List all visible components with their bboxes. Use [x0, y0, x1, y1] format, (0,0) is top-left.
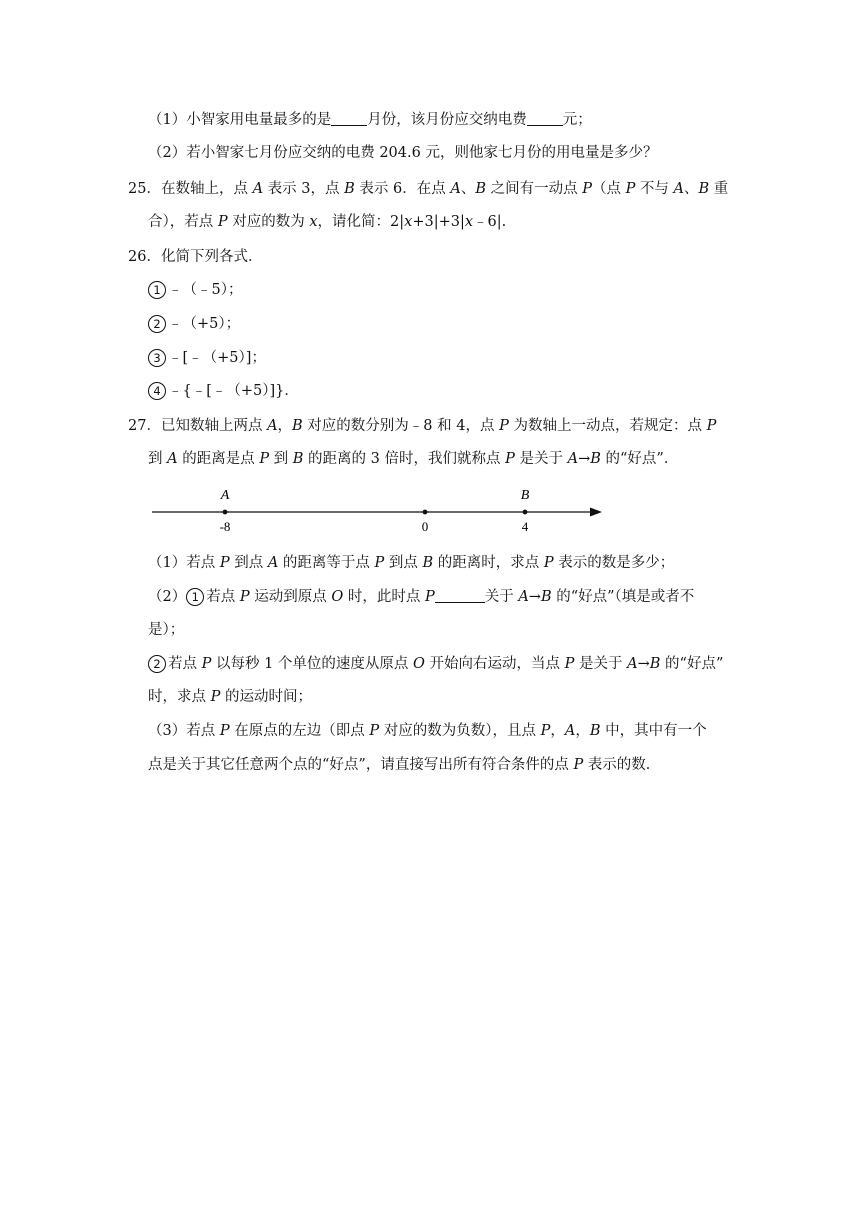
text: 重: [709, 181, 729, 197]
number-line-point: [223, 510, 228, 515]
var: P: [543, 555, 554, 571]
arrow-symbol: →: [637, 656, 650, 672]
var: A: [564, 723, 576, 739]
q27-sub2-line2: [148, 620, 184, 640]
text: 时，求点: [148, 689, 211, 705]
q27-sub2-line1: [148, 587, 694, 607]
text: 到: [269, 451, 293, 467]
text: 的“好点”: [660, 656, 724, 672]
text: 对应的数分别为﹣8 和 4，点: [302, 418, 500, 434]
q26-title-text: 化简下列各式．: [160, 249, 263, 265]
var: B: [649, 656, 661, 672]
text: 之间有一动点: [485, 181, 583, 197]
var: P: [625, 181, 636, 197]
text: 对应的数为: [227, 214, 310, 230]
var: P: [369, 723, 380, 739]
var: A: [627, 656, 638, 672]
q26-item-2: [148, 314, 240, 334]
text: 、: [684, 181, 699, 197]
var: P: [217, 214, 228, 230]
text: 是关于: [514, 451, 568, 467]
circled-number: 2: [148, 655, 166, 673]
answer-blank: [331, 111, 367, 126]
text: 到点: [229, 555, 268, 571]
answer-blank: [527, 111, 563, 126]
q27-sub3-line2: [148, 755, 660, 775]
var: P: [210, 689, 221, 705]
var: P: [573, 757, 584, 773]
text: 的距离等于点: [278, 555, 375, 571]
q26-item-text: ﹣{﹣[﹣（+5）]}．: [168, 383, 299, 399]
var: A: [450, 181, 461, 197]
number-line-marks: [220, 488, 530, 534]
text: 到点: [384, 555, 423, 571]
var: P: [505, 451, 515, 467]
text: （3）若点: [148, 723, 220, 739]
number-line-arrowhead: [590, 508, 602, 517]
text: （2）: [148, 589, 187, 605]
text: 以每秒 1 个单位的速度从原点: [211, 656, 414, 672]
var: x: [404, 214, 413, 230]
text: 的“好点”（填是或者不: [551, 589, 695, 605]
q26-item-3: [148, 348, 266, 368]
text: 表示的数．: [583, 757, 661, 773]
var: B: [698, 181, 710, 197]
circled-number: 1: [148, 281, 166, 299]
text: ﹣6|.: [473, 214, 507, 230]
arrow-symbol: →: [578, 451, 591, 467]
var: x: [464, 214, 474, 230]
var: P: [706, 418, 717, 434]
text: 表示的数是多少；: [553, 555, 675, 571]
var: P: [259, 451, 270, 467]
circled-number: 1: [186, 588, 204, 606]
question-number: 25．: [128, 181, 161, 197]
text: 关于: [484, 589, 519, 605]
q26-item-text: ﹣（+5）；: [168, 316, 241, 332]
q27-sub3-line1: [148, 721, 707, 741]
text: +3|+3|: [412, 214, 465, 230]
var: P: [219, 555, 230, 571]
text: 到: [148, 451, 168, 467]
text: 在原点的左边（即点: [229, 723, 370, 739]
q27-sub1: [148, 553, 674, 573]
var: B: [292, 418, 303, 434]
circled-number: 2: [148, 315, 166, 333]
number-line-figure: [150, 482, 610, 540]
text: 合），若点: [148, 214, 218, 230]
var: B: [344, 181, 355, 197]
question-number: 26．: [128, 249, 161, 265]
text: ，: [277, 418, 293, 434]
var: A: [252, 181, 264, 197]
q24-part1: [148, 110, 592, 130]
var: P: [499, 418, 509, 434]
q26-item-text: ﹣（﹣5）；: [168, 282, 243, 298]
arrow-symbol: →: [528, 589, 541, 605]
q27-line2: [148, 449, 678, 469]
var: P: [582, 181, 592, 197]
q25-line1: [128, 179, 728, 199]
var: P: [564, 656, 575, 672]
q26-item-1: [148, 280, 242, 300]
var: A: [267, 418, 278, 434]
q27-sub2-line4: [148, 687, 312, 707]
var: x: [309, 214, 318, 230]
circled-number: 3: [148, 349, 166, 367]
number-line-point-label: B: [520, 488, 530, 503]
var: O: [331, 589, 344, 605]
text: 的距离时，求点: [433, 555, 544, 571]
var: B: [540, 589, 552, 605]
q27-sub2-line3: [148, 654, 723, 674]
text: 时，此时点: [343, 589, 425, 605]
var: A: [167, 451, 178, 467]
q24-part1-text: （1）小智家用电量最多的是: [148, 112, 332, 128]
text: ，: [550, 723, 565, 739]
text: 为数轴上一动点，若规定：点: [508, 418, 707, 434]
q26-item-4: [148, 381, 299, 401]
text: 在数轴上，点: [160, 181, 253, 197]
var: P: [374, 555, 385, 571]
var: B: [475, 181, 486, 197]
q27-line1: [128, 416, 716, 436]
var: A: [673, 181, 685, 197]
text: 的“好点”．: [600, 451, 679, 467]
text: 的距离是点: [177, 451, 260, 467]
number-line-point: [423, 510, 428, 515]
var: P: [239, 589, 250, 605]
text: 开始向右运动，当点: [424, 656, 565, 672]
var: P: [540, 723, 551, 739]
text: 不与: [635, 181, 674, 197]
var: A: [567, 451, 579, 467]
number-line-point: [523, 510, 528, 515]
answer-blank: [435, 588, 485, 603]
text: 已知数轴上两点: [160, 418, 268, 434]
text: 是）；: [148, 622, 185, 638]
text: 的距离的 3 倍时，我们就称点: [303, 451, 506, 467]
var: B: [422, 555, 434, 571]
var: A: [267, 555, 279, 571]
q24-part1-text: 月份，该月份应交纳电费: [367, 112, 527, 128]
circled-number: 4: [148, 382, 166, 400]
var: B: [292, 451, 304, 467]
text: ，请化简：2|: [317, 214, 405, 230]
var: P: [219, 723, 230, 739]
var: O: [413, 656, 425, 672]
number-line-tick-label: 4: [521, 519, 529, 534]
q26-title: [128, 247, 262, 267]
text: 中，其中有一个: [600, 723, 707, 739]
var: P: [424, 589, 435, 605]
q25-line2: [148, 212, 506, 232]
number-line-point-label: A: [220, 488, 230, 503]
text: 的运动时间；: [220, 689, 312, 705]
var: B: [589, 723, 601, 739]
text: 是关于: [574, 656, 628, 672]
text: 运动到原点: [249, 589, 332, 605]
number-line-tick-label: 0: [421, 519, 429, 534]
text: （点: [591, 181, 626, 197]
text: 若点: [168, 656, 202, 672]
text: 、: [460, 181, 476, 197]
q26-item-text: ﹣[﹣（+5）]；: [168, 350, 266, 366]
text: 对应的数为负数），且点: [379, 723, 541, 739]
var: B: [590, 451, 601, 467]
q24-part1-text: 元；: [562, 112, 592, 128]
q24-part2: [148, 143, 657, 163]
text: 表示 6．在点: [354, 181, 451, 197]
var: P: [201, 656, 212, 672]
question-number: 27．: [128, 418, 161, 434]
q24-part2-text: （2）若小智家七月份应交纳的电费 204.6 元，则他家七月份的用电量是多少？: [148, 145, 658, 161]
text: （1）若点: [148, 555, 220, 571]
var: A: [518, 589, 529, 605]
text: 表示 3，点: [263, 181, 345, 197]
number-line-tick-label: -8: [219, 519, 231, 534]
text: 点是关于其它任意两个点的“好点”，请直接写出所有符合条件的点: [148, 757, 574, 773]
text: ，: [575, 723, 590, 739]
text: 若点: [206, 589, 240, 605]
